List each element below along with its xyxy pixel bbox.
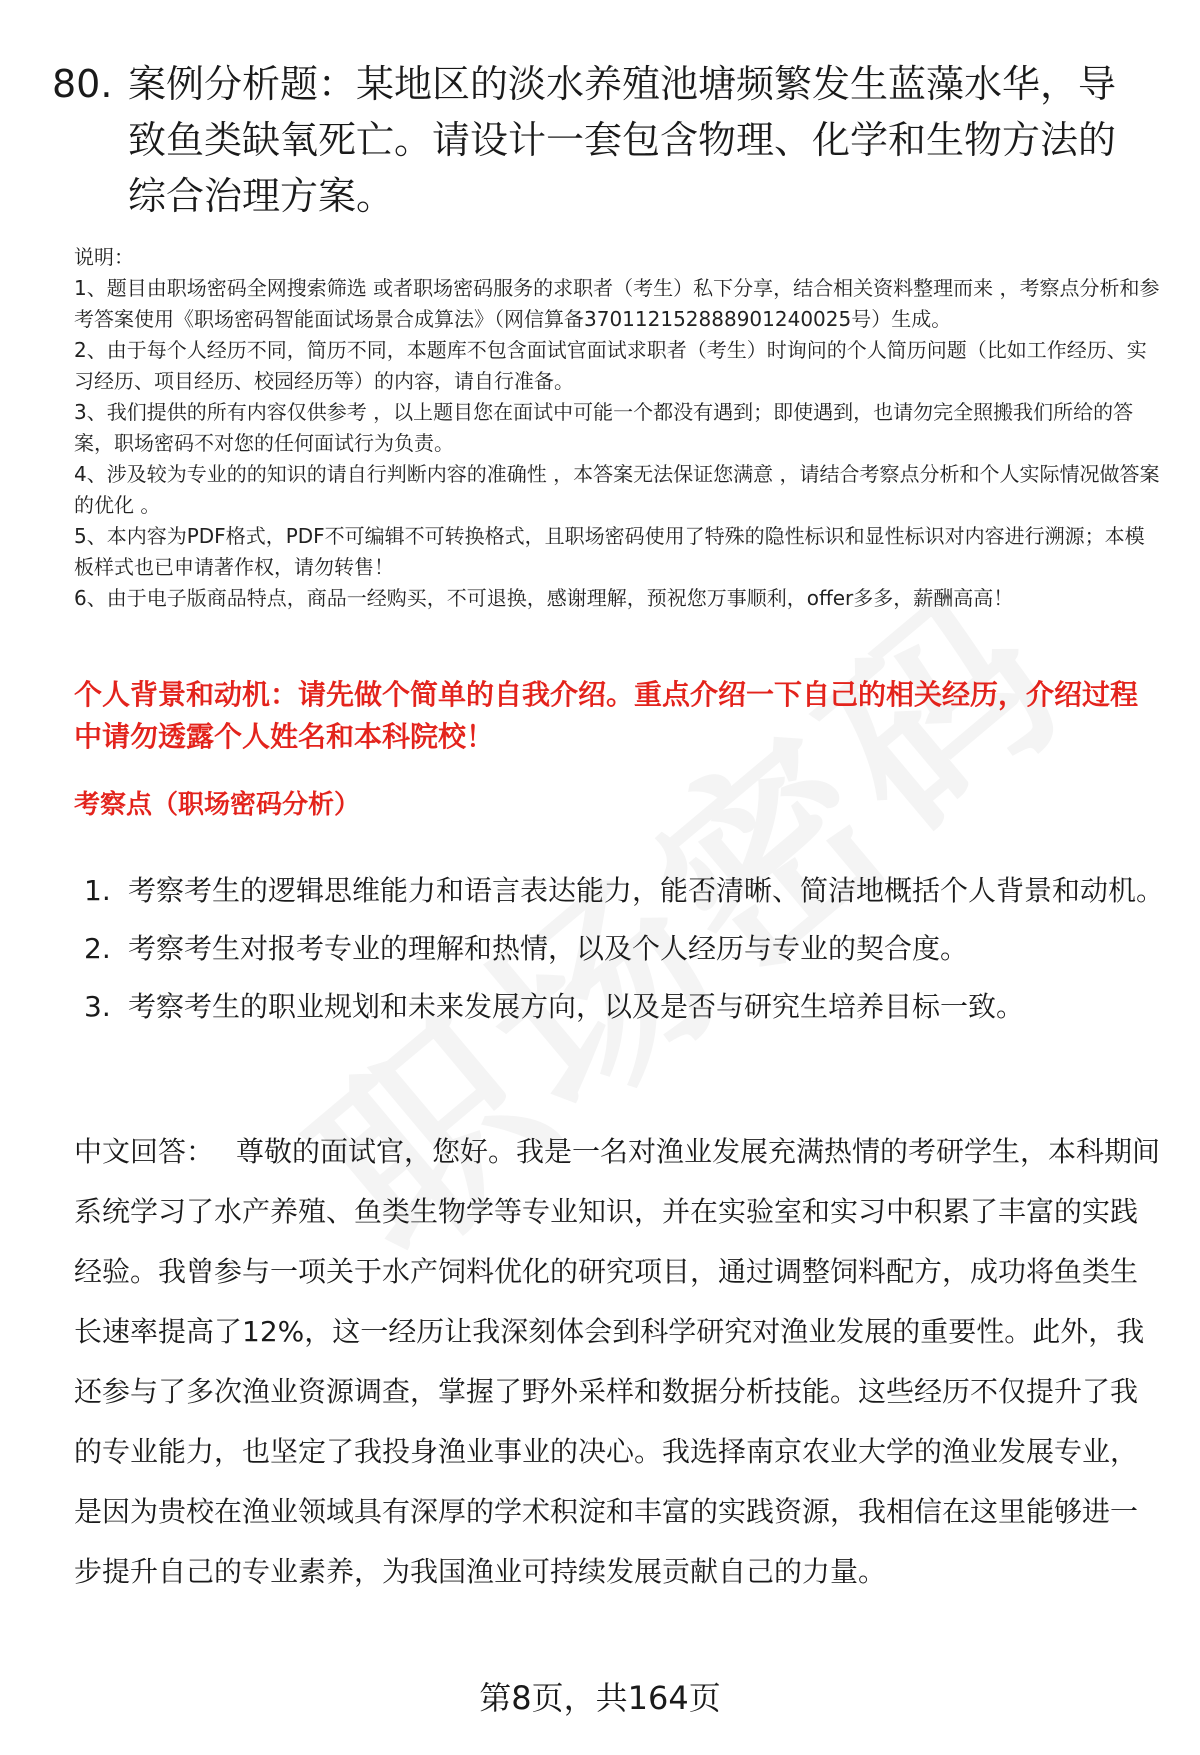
question-text: 案例分析题：某地区的淡水养殖池塘频繁发生蓝藻水华，导致鱼类缺氧死亡。请设计一套包含物理、化学和生物方法的综合治理方案。 [128,62,1117,218]
analysis-points-list [84,862,1164,1036]
list-item [84,978,1164,1036]
list-item [84,920,1164,978]
page-footer: 第8页，共164页 [479,1679,721,1717]
note-item: 2、由于每个人经历不同，简历不同，本题库不包含面试官面试求职者（考生）时询问的个人简历问题（比如工作经历、实习经历、项目经历、校园经历等）的内容，请自行准备。 [74,338,1147,393]
answer-text: 尊敬的面试官，您好。我是一名对渔业发展充满热情的考研学生，本科期间系统学习了水产养殖、鱼类生物学等专业知识，并在实验室和实习中积累了丰富的实践经验。我曾参与一项关于水产饲料优化的研究项目，通过调整饲料配方，成功将鱼类生长速率提高了12%，这一经历让我深刻体会到科学研究对渔业发展的重要性。此外，我还参与了多次渔业资源调查，掌握了野外采样和数据分析技能。这些经历不仅提升了我的专业能力，也坚定了我投身渔业事业的决心。我选择南京农业大学的渔业发展专业，是因为贵校在渔业领域具有深厚的学术积淀和丰富的实践资源，我相信在这里能够进一步提升自己的专业素养，为我国渔业可持续发展贡献自己的力量。 [74,1135,1161,1588]
note-item: 1、题目由职场密码全网搜索筛选 或者职场密码服务的求职者（考生）私下分享，结合相关资料整理而来 ，考察点分析和参考答案使用《职场密码智能面试场景合成算法》（网信算备370112152888901240025号）生成。 [74,276,1160,331]
list-item [84,862,1164,920]
background-heading: 个人背景和动机：请先做个简单的自我介绍。重点介绍一下自己的相关经历，介绍过程中请勿透露个人姓名和本科院校！ [74,678,1139,753]
note-item: 6、由于电子版商品特点，商品一经购买，不可退换，感谢理解，预祝您万事顺利，offer多多，薪酬高高！ [74,586,1014,610]
answer-section [74,1122,1164,1602]
question-number: 80. [52,62,113,106]
point-number: 3. [84,990,111,1023]
note-item: 4、涉及较为专业的的知识的请自行判断内容的准确性 ，本答案无法保证您满意 ，请结合考察点分析和个人实际情况做答案的优化 。 [74,462,1160,517]
note-item: 5、本内容为PDF格式，PDF不可编辑不可转换格式，且职场密码使用了特殊的隐性标识和显性标识对内容进行溯源；本模板样式也已申请著作权，请勿转售！ [74,524,1145,579]
point-number: 1. [84,874,111,907]
point-text: 考察考生对报考专业的理解和热情，以及个人经历与专业的契合度。 [128,932,969,965]
question-block [52,56,1152,224]
notes-title: 说明： [74,245,134,269]
point-text: 考察考生的逻辑思维能力和语言表达能力，能否清晰、简洁地概括个人背景和动机。 [128,874,1165,907]
analysis-heading: 考察点（职场密码分析） [74,790,361,820]
note-item: 3、我们提供的所有内容仅供参考 ，以上题目您在面试中可能一个都没有遇到；即使遇到，也请勿完全照搬我们所给的答案，职场密码不对您的任何面试行为负责。 [74,400,1134,455]
point-text: 考察考生的职业规划和未来发展方向，以及是否与研究生培养目标一致。 [128,990,1025,1023]
point-number: 2. [84,932,111,965]
notes-section [74,242,1164,614]
answer-label: 中文回答： [74,1135,215,1168]
